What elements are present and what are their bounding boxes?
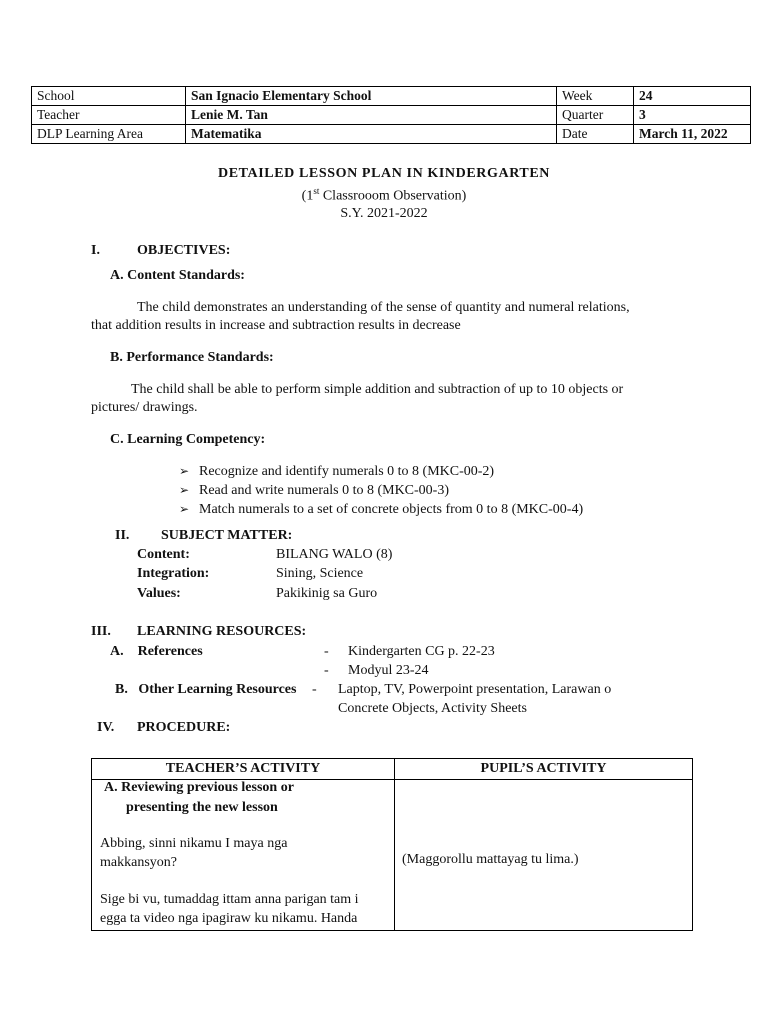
arrow-bullet-icon: ➢ — [179, 464, 190, 478]
document-title: DETAILED LESSON PLAN IN KINDERGARTEN — [217, 166, 551, 181]
other-resources-dash: - — [312, 682, 317, 697]
procedure-header-row — [92, 759, 693, 780]
header-table — [31, 86, 751, 144]
procedure-row — [92, 780, 693, 931]
integration-value: Sining, Science — [276, 566, 364, 581]
teacher-activity-header: TEACHER’S ACTIVITY — [92, 759, 395, 780]
procedure-table — [91, 758, 693, 931]
header-row-school — [32, 87, 751, 106]
procedure-heading: PROCEDURE: — [137, 720, 231, 735]
competency-item: ➢ Recognize and identify numerals 0 to 8 (MKC-00-2) — [179, 464, 495, 479]
area-label: DLP Learning Area — [32, 125, 186, 144]
values-value: Pakikinig sa Guro — [276, 586, 378, 601]
reference-dash: - — [324, 644, 329, 659]
teacher-instruction-line1: Sige bi vu, tumaddag ittam anna parigan tam i — [100, 892, 359, 907]
school-year: S.Y. 2021-2022 — [340, 206, 428, 221]
pupil-response: (Maggorollu mattayag tu lima.) — [402, 852, 579, 867]
values-label: Values: — [137, 586, 181, 601]
teacher-value: Lenie M. Tan — [186, 106, 557, 125]
observation-subtitle: (1st Classrooom Observation) — [301, 186, 467, 204]
resources-numeral: III. — [91, 624, 111, 639]
arrow-bullet-icon: ➢ — [179, 483, 190, 497]
subject-matter-numeral: II. — [115, 528, 130, 543]
quarter-label: Quarter — [557, 106, 634, 125]
performance-standards-heading: B. Performance Standards: — [110, 350, 274, 365]
content-value: BILANG WALO (8) — [276, 547, 393, 562]
step-a-line2: presenting the new lesson — [126, 800, 278, 815]
arrow-bullet-icon: ➢ — [179, 502, 190, 516]
references-label: A. References — [110, 644, 203, 659]
step-a-line1: A. Reviewing previous lesson or — [104, 780, 294, 795]
content-standards-line2: that addition results in increase and subtraction results in decrease — [91, 318, 461, 333]
other-resources-line2: Concrete Objects, Activity Sheets — [338, 701, 527, 716]
content-standards-heading: A. Content Standards: — [110, 268, 245, 283]
other-resources-line1: Laptop, TV, Powerpoint presentation, Larawan o — [338, 682, 612, 697]
subject-matter-heading: SUBJECT MATTER: — [161, 528, 293, 543]
reference-item: Modyul 23-24 — [348, 663, 429, 678]
reference-item: Kindergarten CG p. 22-23 — [348, 644, 495, 659]
other-resources-label: B. Other Learning Resources — [115, 682, 297, 697]
header-row-teacher — [32, 106, 751, 125]
competency-item: ➢ Read and write numerals 0 to 8 (MKC-00-3) — [179, 483, 449, 498]
content-standards-line1: The child demonstrates an understanding of the sense of quantity and numeral relations, — [137, 300, 630, 315]
teacher-activity-cell — [92, 780, 395, 931]
teacher-question-line1: Abbing, sinni nikamu I maya nga — [100, 836, 288, 851]
learning-competency-heading: C. Learning Competency: — [110, 432, 266, 447]
school-value: San Ignacio Elementary School — [186, 87, 557, 106]
content-label: Content: — [137, 547, 190, 562]
performance-standards-line1: The child shall be able to perform simple addition and subtraction of up to 10 objects or — [131, 382, 624, 397]
resources-heading: LEARNING RESOURCES: — [137, 624, 307, 639]
performance-standards-line2: pictures/ drawings. — [91, 400, 198, 415]
quarter-value: 3 — [634, 106, 751, 125]
teacher-instruction-line2: egga ta video nga ipagiraw ku nikamu. Handa — [100, 911, 358, 926]
teacher-label: Teacher — [32, 106, 186, 125]
teacher-question-line2: makkansyon? — [100, 855, 177, 870]
procedure-numeral: IV. — [97, 720, 115, 735]
header-row-area — [32, 125, 751, 144]
competency-list — [179, 462, 583, 519]
integration-label: Integration: — [137, 566, 210, 581]
week-value: 24 — [634, 87, 751, 106]
date-value: March 11, 2022 — [634, 125, 751, 144]
competency-item: ➢ Match numerals to a set of concrete objects from 0 to 8 (MKC-00-4) — [179, 502, 584, 517]
objectives-heading: OBJECTIVES: — [137, 243, 231, 258]
pupil-activity-header: PUPIL’S ACTIVITY — [395, 759, 693, 780]
reference-dash: - — [324, 663, 329, 678]
objectives-numeral: I. — [91, 243, 100, 258]
week-label: Week — [557, 87, 634, 106]
school-label: School — [32, 87, 186, 106]
area-value: Matematika — [186, 125, 557, 144]
date-label: Date — [557, 125, 634, 144]
pupil-activity-cell — [395, 780, 693, 931]
